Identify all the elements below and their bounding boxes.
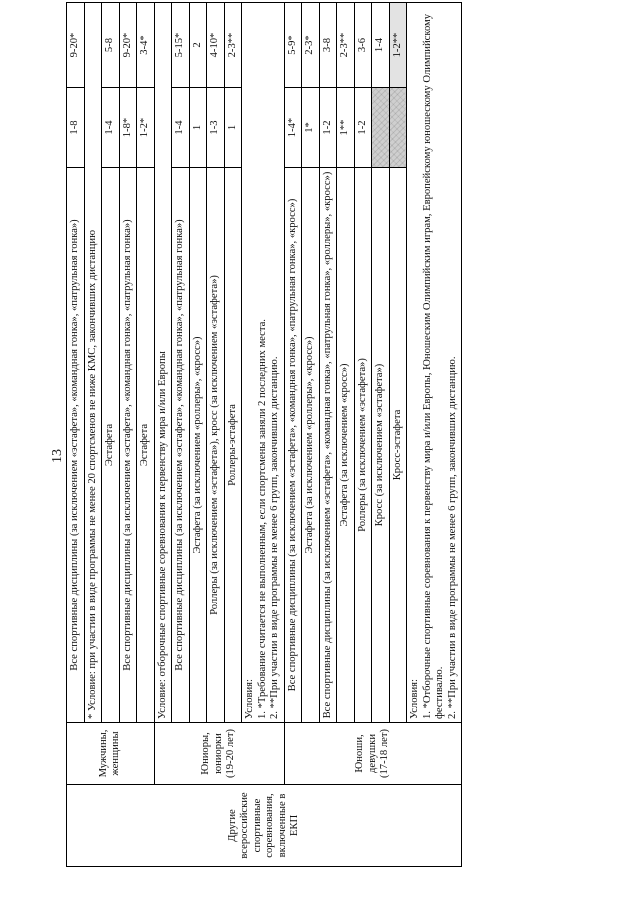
group-men-women: Мужчины, женщины — [67, 723, 155, 785]
discipline-cell: Кросс (за исключением «эстафета») — [372, 168, 390, 723]
ranks-cell: 2 — [189, 3, 207, 88]
discipline-cell: Роллеры (за исключением «эстафета») — [354, 168, 372, 723]
ranks-table — [66, 2, 462, 867]
places-cell: 1-2 — [319, 88, 337, 168]
conditions-footnote — [242, 3, 285, 723]
table-row — [284, 3, 302, 867]
page-number: 13 — [50, 449, 65, 463]
ranks-cell: 2-3** — [337, 3, 355, 88]
places-cell: 1-8 — [67, 88, 85, 168]
places-cell: 1 — [224, 88, 242, 168]
places-cell-shaded — [372, 88, 390, 168]
ranks-cell: 4-10* — [207, 3, 225, 88]
places-cell: 1-3 — [207, 88, 225, 168]
discipline-cell: Все спортивные дисциплины (за исключением «эстафета», «командная гонка», «патрульная гонка») — [172, 168, 190, 723]
group-juniors: Юниоры, юниорки (19-20 лет) — [154, 723, 284, 785]
discipline-cell: Эстафета (за исключением «кросс») — [337, 168, 355, 723]
discipline-cell: Роллеры-эстафета — [224, 168, 242, 723]
condition-note: * Условие: при участии в виде программы не менее 20 спортсменов не ниже КМС, закончивших дистанцию — [84, 3, 102, 723]
ranks-cell: 5-8 — [102, 3, 120, 88]
conditions-footnote — [407, 3, 462, 723]
ranks-cell: 1-4 — [372, 3, 390, 88]
places-cell: 1** — [337, 88, 355, 168]
ranks-cell: 5-9* — [284, 3, 302, 88]
condition-1: 1. *Отборочные спортивные соревнования к первенству мира и/или Европы, Юношеским Олимпийским играм, Европейскому юношескому Олимпийскому фестивалю. — [421, 13, 445, 719]
discipline-cell: Все спортивные дисциплины (за исключением «эстафета», «командная гонка», «патрульная гонка», «кросс») — [284, 168, 302, 723]
ranks-cell: 3-4* — [137, 3, 155, 88]
ranks-cell: 1-2** — [389, 3, 407, 88]
places-cell: 1-4* — [284, 88, 302, 168]
discipline-cell: Роллеры (за исключением «эстафета»), кросс (за исключением «эстафета») — [207, 168, 225, 723]
ranks-cell: 3-6 — [354, 3, 372, 88]
discipline-cell: Все спортивные дисциплины (за исключением «эстафета», «командная гонка», «патрульная гонка», «роллеры», «кросс») — [319, 168, 337, 723]
condition-note: Условие: отборочные спортивные соревнования к первенству мира и/или Европы — [154, 3, 172, 723]
ranks-cell: 9-20* — [67, 3, 85, 88]
discipline-cell: Эстафета (за исключением «роллеры», «кросс») — [189, 168, 207, 723]
places-cell: 1-4 — [172, 88, 190, 168]
discipline-cell: Кросс-эстафета — [389, 168, 407, 723]
discipline-cell: Все спортивные дисциплины (за исключением «эстафета», «командная гонка», «патрульная гонка») — [119, 168, 137, 723]
places-cell: 1* — [302, 88, 320, 168]
discipline-cell: Все спортивные дисциплины (за исключением «эстафета», «командная гонка», «патрульная гонка») — [67, 168, 85, 723]
conditions-title: Условия: — [244, 679, 255, 719]
places-cell: 1-8* — [119, 88, 137, 168]
places-cell: 1-2* — [137, 88, 155, 168]
group-youth: Юноши, девушки (17-18 лет) — [284, 723, 462, 785]
discipline-cell: Эстафета (за исключением «роллеры», «кросс») — [302, 168, 320, 723]
places-cell: 1-2 — [354, 88, 372, 168]
table-row — [67, 3, 85, 867]
discipline-cell: Эстафета — [102, 168, 120, 723]
category-cell: Другие всероссийские спортивные соревнования, включенные в ЕКП — [67, 785, 462, 867]
conditions-title: Условия: — [409, 679, 420, 719]
ranks-cell: 5-15* — [172, 3, 190, 88]
places-cell: 1 — [189, 88, 207, 168]
places-cell-shaded — [389, 88, 407, 168]
discipline-cell: Эстафета — [137, 168, 155, 723]
ranks-cell: 9-20* — [119, 3, 137, 88]
places-cell: 1-4 — [102, 88, 120, 168]
condition-2: 2. **При участии в виде программы не менее 6 групп, закончивших дистанцию. — [269, 356, 280, 719]
ranks-cell: 2-3* — [302, 3, 320, 88]
ranks-cell: 3-8 — [319, 3, 337, 88]
table-row — [154, 3, 172, 867]
condition-2: 2. **При участии в виде программы не менее 6 групп, закончивших дистанцию. — [446, 356, 458, 719]
ranks-cell: 2-3** — [224, 3, 242, 88]
condition-1: 1. *Требование считается не выполненным, если спортсмены заняли 2 последних места. — [256, 319, 268, 719]
